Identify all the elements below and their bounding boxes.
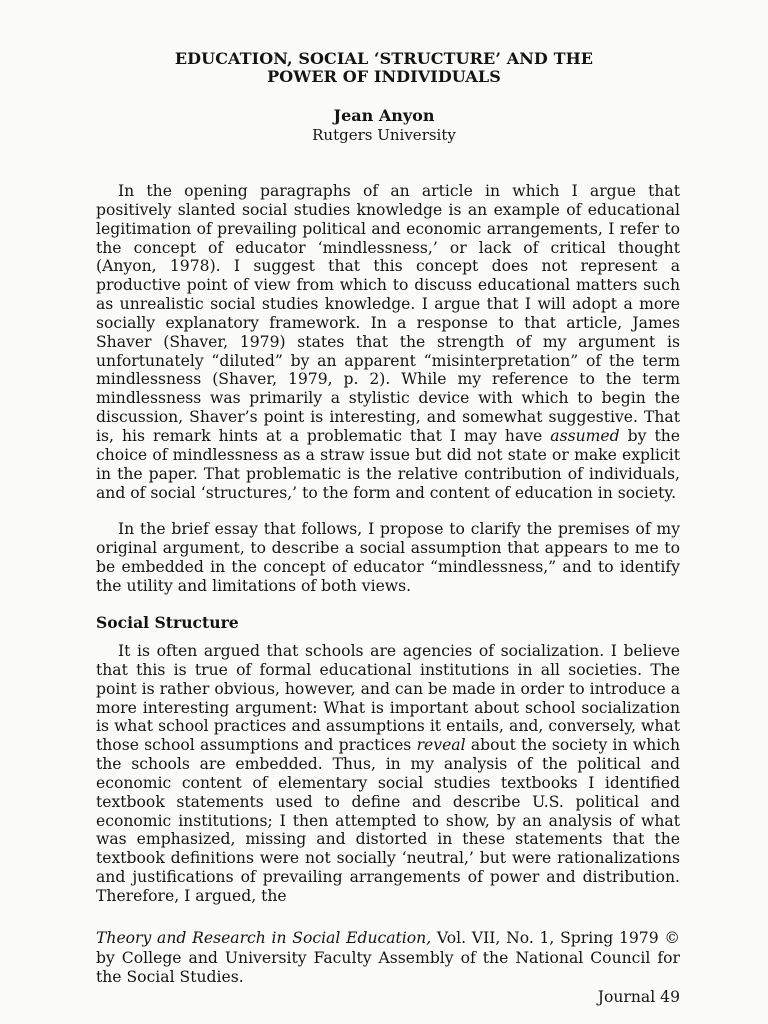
paragraph-3-text-b: about the society in which the schools are embedded. Thus, in my analysis of the political and economic content of elementary social studies textbooks I identified textbook statements used to define and describe U.S. political and economic institutions; I then attempted to show, by an analysis of what was emphasized, missing and distorted in these statements that the textbook definitions were not socially ‘neutral,’ but were rationalizations and justifications of prevailing arrangements of power and distribution. Therefore, I argued, the bbox=[96, 736, 680, 905]
footnote-journal: Theory and Research in Social Education, bbox=[96, 929, 432, 947]
title-line-2: POWER OF INDIVIDUALS bbox=[267, 67, 501, 86]
footnote bbox=[96, 929, 680, 988]
paragraph-1-emphasis: assumed bbox=[550, 426, 620, 445]
footnote-copyright: © by College and University Faculty Assembly of the National Council for the Social Studies. bbox=[96, 929, 680, 986]
paragraph-3-emphasis: reveal bbox=[416, 736, 466, 755]
paragraph-1 bbox=[96, 182, 680, 502]
paragraph-2 bbox=[96, 520, 680, 595]
footnote-citation: Vol. VII, No. 1, Spring 1979 bbox=[436, 929, 659, 947]
paragraph-3 bbox=[96, 642, 680, 906]
article-title bbox=[60, 50, 708, 86]
author-affiliation: Rutgers University bbox=[312, 126, 456, 144]
page-number: Journal 49 bbox=[597, 988, 680, 1006]
paragraph-3-text-a: It is often argued that schools are agencies of socialization. I believe that this is true of formal educational institutions in all societies. The point is rather obvious, however, and can be made in order to introduce a more interesting argument: What is important about school socialization is what school practices and assumptions it entails, and, conversely, what those school assumptions and practices bbox=[96, 642, 680, 755]
title-line-1: EDUCATION, SOCIAL ‘STRUCTURE’ AND THE bbox=[174, 49, 594, 68]
paragraph-1-text-a: In the opening paragraphs of an article in which I argue that positively slanted social studies knowledge is an example of educational legitimation of prevailing political and economic arrangements, I refer to the concept of educator ‘mindlessness,’ or lack of critical thought (Anyon, 1978). I suggest that this concept does not represent a productive point of view from which to discuss educational matters such as unrealistic social studies knowledge. I argue that I will adopt a more socially explanatory framework. In a response to that article, James Shaver (Shaver, 1979) states that the strength of my argument is unfortunately “diluted” by an apparent “misinterpretation” of the term mindlessness (Shaver, 1979, p. 2). While my reference to the term mindlessness was primarily a stylistic device with which to begin the discussion, Shaver’s point is interesting, and somewhat suggestive. That is, his remark hints at a problematic that I may have bbox=[96, 182, 680, 445]
paragraph-1-text-b: by the choice of mindlessness as a straw issue but did not state or make explicit in the paper. That problematic is the relative contribution of individuals, and of social ‘structures,’ to the form and content of education in society. bbox=[96, 426, 680, 502]
author-name: Jean Anyon bbox=[333, 106, 435, 125]
section-heading: Social Structure bbox=[96, 613, 239, 632]
paragraph-2-text: In the brief essay that follows, I propose to clarify the premises of my original argument, to describe a social assumption that appears to me to be embedded in the concept of educator “mindlessness,” and to identify the utility and limitations of both views. bbox=[96, 520, 680, 595]
